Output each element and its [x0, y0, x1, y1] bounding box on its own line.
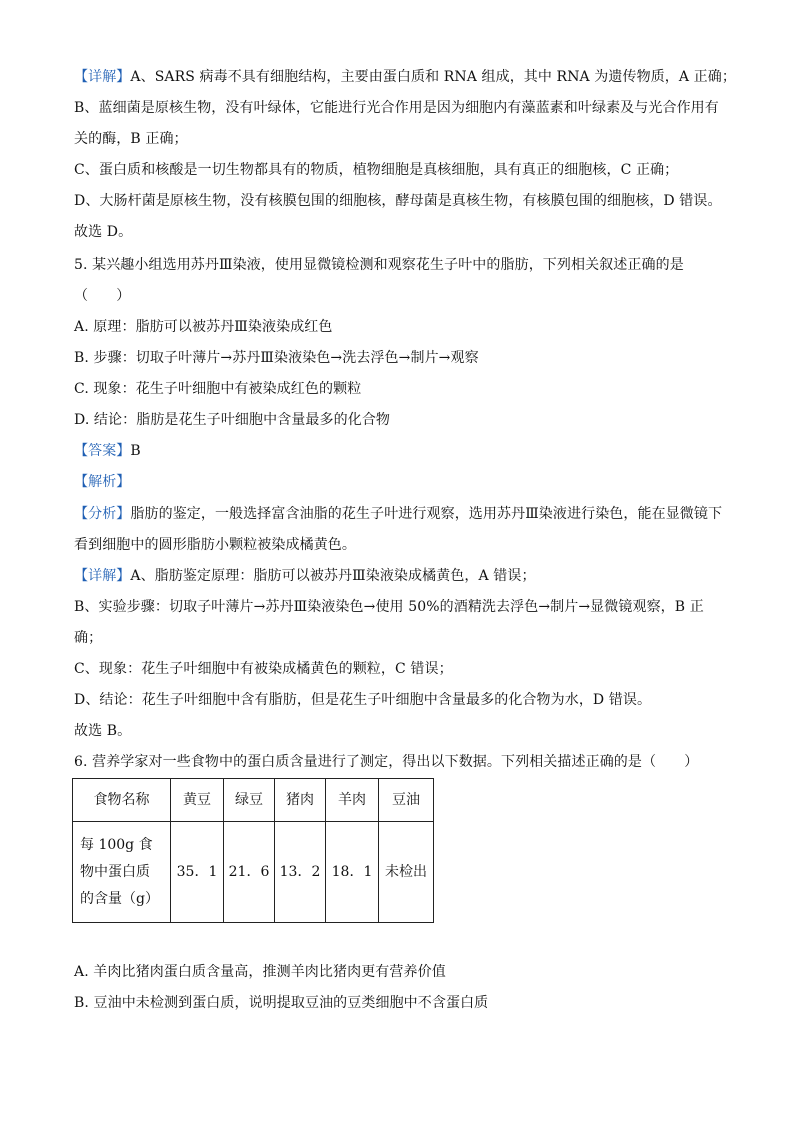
text-line: B、实验步骤：切取子叶薄片→苏丹Ⅲ染液染色→使用 50%的酒精洗去浮色→制片→显微镜观察，B 正 [74, 599, 704, 615]
option-c: C. 现象：花生子叶细胞中有被染成红色的颗粒 [74, 381, 362, 397]
table-cell: 18．1 [326, 822, 379, 923]
option-a: A. 原理：脂肪可以被苏丹Ⅲ染液染成红色 [74, 319, 333, 335]
option-b: B. 步骤：切取子叶薄片→苏丹Ⅲ染液染色→洗去浮色→制片→观察 [74, 350, 479, 366]
text-line: 关的酶，B 正确； [74, 131, 188, 147]
text-line: 【详解】A、SARS 病毒不具有细胞结构，主要由蛋白质和 RNA 组成，其中 RNA 为遗传物质，A 正确； [74, 69, 736, 85]
text-line: B、蓝细菌是原核生物，没有叶绿体，它能进行光合作用是因为细胞内有藻蓝素和叶绿素及与光合作用有 [74, 100, 719, 116]
table-header-cell: 豆油 [379, 779, 434, 822]
text-line: 故选 D。 [74, 224, 133, 240]
table-header-cell: 羊肉 [326, 779, 379, 822]
table-header-cell: 食物名称 [73, 779, 171, 822]
question-5-blank: （ ） [74, 288, 131, 304]
text-line: 看到细胞中的圆形脂肪小颗粒被染成橘黄色。 [74, 537, 356, 553]
text-line: 故选 B。 [74, 723, 132, 739]
table-cell: 21．6 [224, 822, 275, 923]
table-cell: 未检出 [379, 822, 434, 923]
question-6-stem: 6. 营养学家对一些食物中的蛋白质含量进行了测定，得出以下数据。下列相关描述正确的是（ ） [74, 754, 699, 770]
section-tag: 【详解】 [74, 69, 131, 85]
section-tag: 【详解】 [74, 568, 131, 584]
text-line: 确； [74, 630, 103, 646]
protein-table [72, 778, 434, 923]
table-row [73, 822, 434, 923]
table-header-cell: 猪肉 [275, 779, 326, 822]
option-d: D. 结论：脂肪是花生子叶细胞中含量最多的化合物 [74, 412, 391, 428]
table-header-cell: 黄豆 [171, 779, 224, 822]
question-6-option-b: B. 豆油中未检测到蛋白质，说明提取豆油的豆类细胞中不含蛋白质 [74, 995, 489, 1011]
text-line: 【详解】A、脂肪鉴定原理：脂肪可以被苏丹Ⅲ染液染成橘黄色，A 错误； [74, 568, 536, 584]
text-line: D、大肠杆菌是原核生物，没有核膜包围的细胞核，酵母菌是真核生物，有核膜包围的细胞核，D 错误。 [74, 193, 722, 209]
text-line: C、蛋白质和核酸是一切生物都具有的物质，植物细胞是真核细胞，具有真正的细胞核，C 正确； [74, 162, 679, 178]
answer-tag: 【答案】 [74, 443, 131, 459]
table-header-cell: 绿豆 [224, 779, 275, 822]
analysis-tag: 【解析】 [74, 474, 131, 490]
table-header-row [73, 779, 434, 822]
text-line: C、现象：花生子叶细胞中有被染成橘黄色的颗粒，C 错误； [74, 661, 453, 677]
answer-line: 【答案】B [74, 443, 141, 459]
question-5-stem: 5. 某兴趣小组选用苏丹Ⅲ染液，使用显微镜检测和观察花生子叶中的脂肪，下列相关叙述正确的是 [74, 257, 684, 273]
table-row-label: 每 100g 食 物中蛋白质 的含量（g） [73, 822, 171, 923]
table-cell: 13．2 [275, 822, 326, 923]
question-6-option-a: A. 羊肉比猪肉蛋白质含量高，推测羊肉比猪肉更有营养价值 [74, 964, 446, 980]
text-line: D、结论：花生子叶细胞中含有脂肪，但是花生子叶细胞中含量最多的化合物为水，D 错误。 [74, 692, 652, 708]
analysis-line [74, 472, 130, 492]
text-line: 【分析】脂肪的鉴定，一般选择富含油脂的花生子叶进行观察，选用苏丹Ⅲ染液进行染色，能在显微镜下 [74, 506, 723, 522]
table-cell: 35．1 [171, 822, 224, 923]
section-tag: 【分析】 [74, 506, 131, 522]
